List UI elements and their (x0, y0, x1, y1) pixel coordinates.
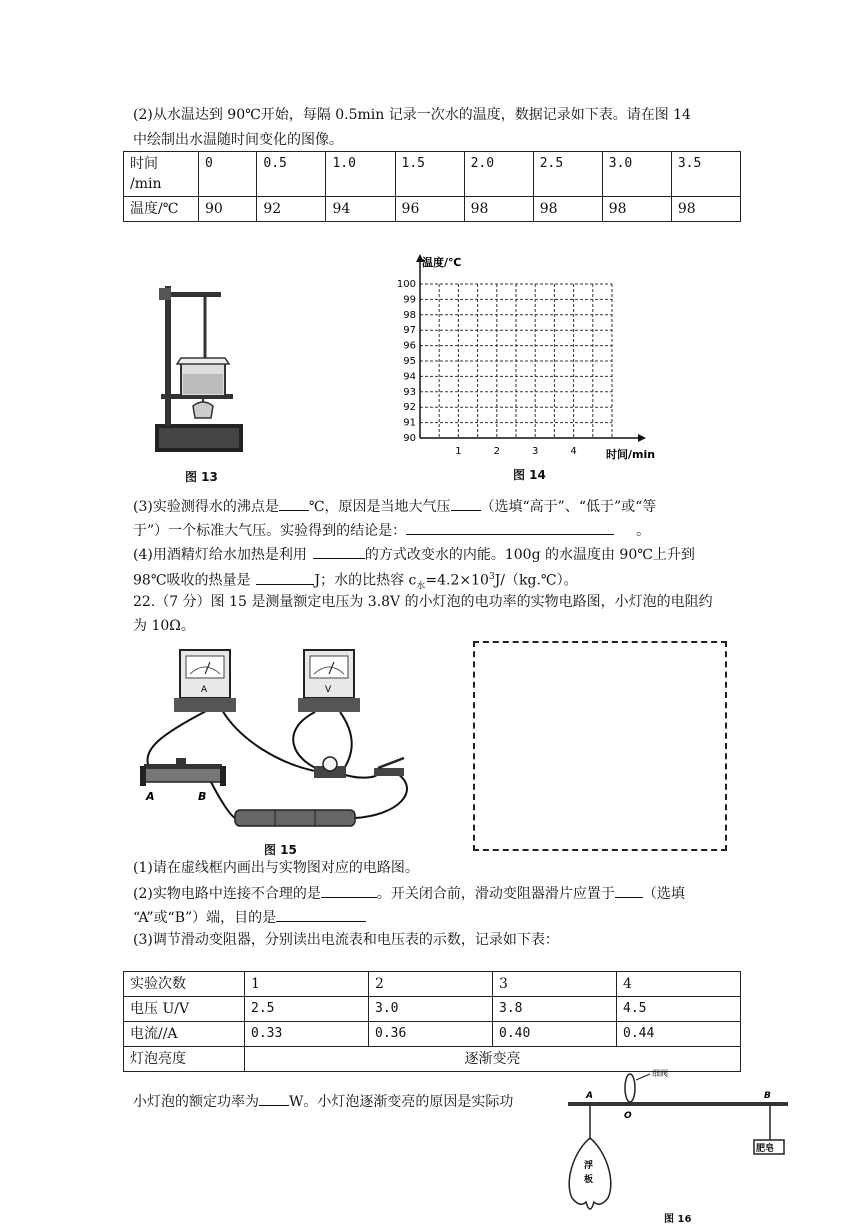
voltmeter (298, 650, 360, 712)
circuit-drawing-box[interactable] (473, 641, 727, 851)
temp-cell: 92 (257, 197, 326, 222)
lever-float-figure (560, 1066, 800, 1224)
chart-grid (420, 284, 612, 438)
q2-line-1: (2)从水温达到 90℃开始，每隔 0.5min 记录一次水的温度，数据记录如下表。请在图 14 (133, 107, 691, 123)
brightness-header: 灯泡亮度 (124, 1047, 245, 1072)
fig14-caption: 图 14 (513, 468, 546, 482)
time-cell: 0 (199, 152, 257, 197)
q3-line-1 (133, 495, 656, 517)
q4-text-a: (4)用酒精灯给水加热是利用 (133, 547, 307, 563)
q3-text-a: (3)实验测得水的沸点是 (133, 499, 279, 515)
lamp (314, 757, 346, 778)
y-tick-label: 99 (403, 294, 416, 306)
chart-axes (416, 254, 646, 442)
temp-cell: 96 (395, 197, 464, 222)
table-row (124, 972, 741, 997)
y-tick-label: 92 (403, 402, 416, 414)
time-cell: 2.5 (533, 152, 602, 197)
sub2-line-2 (133, 906, 366, 928)
temp-cell: 98 (533, 197, 602, 222)
conclusion-blank[interactable] (406, 519, 614, 535)
last-text-a: 小灯泡的额定功率为 (133, 1094, 259, 1110)
temperature-table (123, 151, 741, 222)
sub2-text-c: （选填 (642, 886, 685, 902)
y-axis-label: 温度/℃ (422, 256, 462, 269)
voltage-cell: 4.5 (617, 997, 741, 1022)
q4-text-f: J/（kg.℃）。 (494, 572, 578, 589)
lever-point-b: B (764, 1091, 771, 1101)
y-tick-label: 94 (403, 371, 416, 383)
boiling-point-blank[interactable] (279, 495, 309, 511)
temp-cell: 90 (199, 197, 257, 222)
voltage-cell: 2.5 (245, 997, 369, 1022)
rheostat-terminal-b: B (198, 790, 207, 803)
last-text-b: W。小灯泡逐渐变亮的原因是实际功 (289, 1094, 514, 1110)
chart-ticks (397, 279, 577, 457)
y-tick-label: 96 (403, 340, 416, 352)
ammeter-label: A (201, 685, 208, 695)
time-cell: 0.5 (257, 152, 326, 197)
q4-text-c: 98℃吸收的热量是 (133, 572, 251, 589)
q3-text-e: 。 (636, 523, 651, 539)
q22-line-1: 22.（7 分）图 15 是测量额定电压为 3.8V 的小灯泡的电功率的实物电路图，小灯泡的电阻约 (133, 594, 713, 610)
sub2-text-a: (2)实物电路中连接不合理的是 (133, 886, 321, 902)
sub1-line: (1)请在虚线框内画出与实物图对应的电路图。 (133, 860, 419, 876)
slider-position-blank[interactable] (615, 882, 643, 898)
x-tick-label: 2 (493, 446, 500, 457)
sub2-text-b: 。开关闭合前，滑动变阻器滑片应置于 (376, 886, 615, 902)
temperature-time-chart (380, 248, 670, 470)
trial-header: 实验次数 (124, 972, 245, 997)
pressure-blank[interactable] (451, 495, 481, 511)
rheostat-terminal-a: A (146, 790, 155, 803)
time-cell: 3.0 (602, 152, 671, 197)
q4-text-e: =4.2×10 (425, 572, 489, 589)
q3-text-d: 于”）一个标准大气压。实验得到的结论是： (133, 523, 407, 539)
current-header: 电流//A (124, 1022, 245, 1047)
switch (374, 758, 404, 776)
q4-text-d: J；水的比热容 c (314, 572, 417, 589)
y-tick-label: 93 (403, 386, 416, 398)
table-row (124, 197, 741, 222)
q4-line-1 (133, 543, 695, 565)
fig15-caption: 图 15 (264, 843, 297, 857)
table-row (124, 997, 741, 1022)
x-axis-arrow (638, 434, 646, 442)
physical-circuit-figure (130, 640, 420, 840)
y-tick-label: 90 (403, 433, 416, 444)
table-row (124, 1022, 741, 1047)
y-tick-label: 91 (403, 417, 416, 429)
y-tick-label: 100 (396, 279, 416, 290)
q22-line-2: 为 10Ω。 (133, 618, 195, 634)
purpose-blank[interactable] (276, 906, 366, 922)
voltage-cell: 3.0 (369, 997, 493, 1022)
x-axis-label: 时间/min (606, 448, 656, 461)
y-tick-label: 95 (403, 356, 416, 367)
time-cell: 3.5 (671, 152, 740, 197)
float-label-2: 板 (584, 1175, 594, 1185)
voltage-cell: 3.8 (493, 997, 617, 1022)
ammeter (174, 650, 236, 712)
battery (235, 810, 355, 826)
heat-amount-blank[interactable] (256, 569, 314, 585)
time-header-label: 时间 (130, 156, 158, 172)
trial-cell: 4 (617, 972, 741, 997)
table-row (124, 152, 741, 197)
trial-cell: 3 (493, 972, 617, 997)
rated-power-blank[interactable] (259, 1090, 289, 1106)
x-tick-label: 1 (455, 446, 462, 457)
current-cell: 0.36 (369, 1022, 493, 1047)
voltmeter-label: V (325, 685, 332, 695)
time-cell: 1.0 (326, 152, 395, 197)
lever-bar (568, 1102, 788, 1106)
rheostat (140, 758, 226, 803)
temp-header-cell: 温度/℃ (124, 197, 199, 222)
time-header-unit: /min (130, 176, 162, 192)
temp-cell: 98 (671, 197, 740, 222)
lever-pivot-o: O (624, 1111, 632, 1121)
soap-label: 肥皂 (756, 1144, 775, 1154)
time-cell: 2.0 (464, 152, 533, 197)
float-label-1: 浮 (584, 1161, 594, 1171)
q3-text-c: （选填“高于”、“低于”或“等 (480, 499, 657, 515)
power-table (123, 971, 741, 1072)
time-cell: 1.5 (395, 152, 464, 197)
wire (355, 774, 407, 818)
current-cell: 0.33 (245, 1022, 369, 1047)
x-tick-label: 3 (532, 446, 539, 457)
q3-line-2 (133, 519, 650, 541)
temp-cell: 98 (602, 197, 671, 222)
wire (293, 712, 325, 772)
x-tick-label: 4 (570, 446, 577, 457)
brightness-cell: 逐渐变亮 (245, 1047, 741, 1072)
q2-line-2: 中绘制出水温随时间变化的图像。 (133, 132, 343, 148)
sub2-line-1 (133, 882, 685, 904)
current-cell: 0.40 (493, 1022, 617, 1047)
y-tick-label: 97 (403, 325, 416, 337)
float-board (569, 1138, 611, 1209)
q4-text-b: 的方式改变水的内能。100g 的水温度由 90℃上升到 (364, 547, 695, 563)
wire (340, 712, 352, 772)
lever-point-a: A (586, 1091, 593, 1101)
heat-method-blank[interactable] (313, 543, 365, 559)
time-header-cell (124, 152, 199, 197)
trial-cell: 2 (369, 972, 493, 997)
sub2-text-d: “A”或“B”）端，目的是 (133, 910, 277, 926)
current-cell: 0.44 (617, 1022, 741, 1047)
unreasonable-connection-blank[interactable] (321, 882, 377, 898)
q3-text-b: ℃，原因是当地大气压 (308, 499, 451, 515)
q4-subscript: 水 (416, 581, 426, 592)
valve-label: 细阀 (652, 1069, 668, 1078)
boiling-apparatus-figure (145, 278, 255, 463)
trial-cell: 1 (245, 972, 369, 997)
q4-superscript: 3 (488, 572, 495, 582)
temp-cell: 98 (464, 197, 533, 222)
fig13-caption: 图 13 (185, 470, 218, 484)
wire (342, 772, 378, 778)
y-tick-label: 98 (403, 309, 416, 321)
last-line (133, 1090, 513, 1112)
sub3-line: (3)调节滑动变阻器，分别读出电流表和电压表的示数，记录如下表： (133, 932, 559, 948)
voltage-header: 电压 U/V (124, 997, 245, 1022)
valve-shape (625, 1074, 635, 1102)
temp-cell: 94 (326, 197, 395, 222)
fig16-caption: 图 16 (664, 1214, 692, 1225)
